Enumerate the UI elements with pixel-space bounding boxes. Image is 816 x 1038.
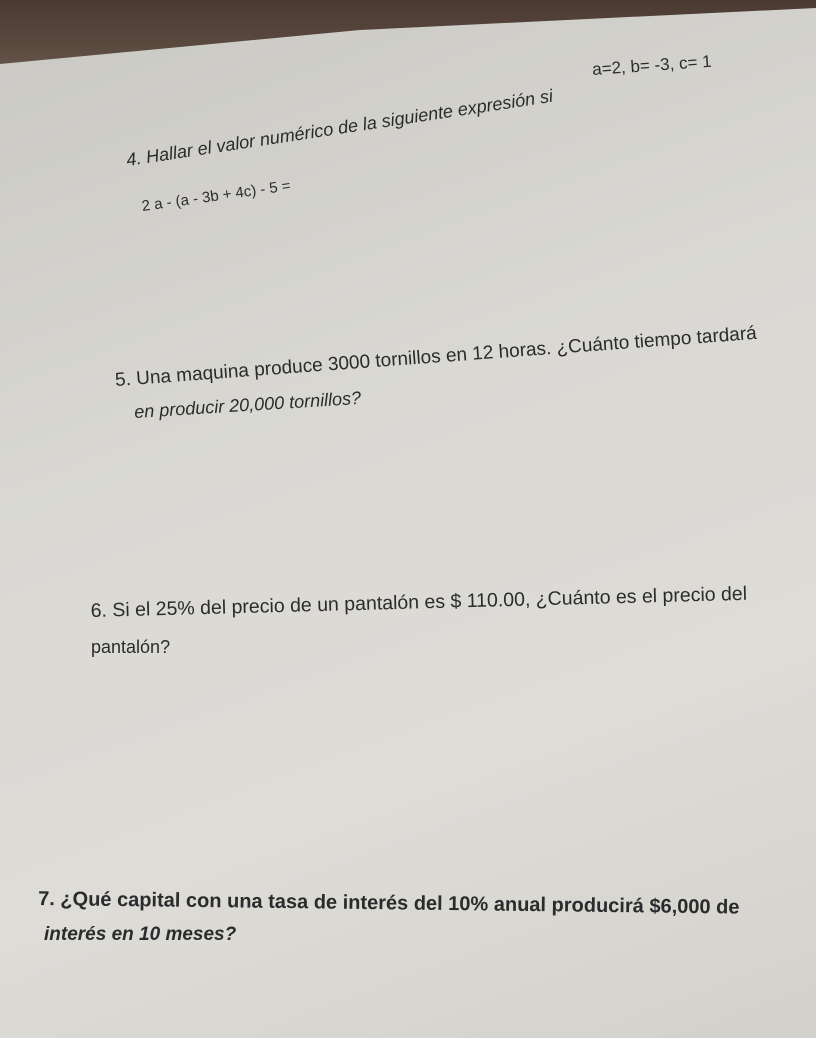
question-4-text: 4. Hallar el valor numérico de la siguiente expresión si xyxy=(124,85,555,171)
question-4-expression: 2 a - (a - 3b + 4c) - 5 = xyxy=(140,177,292,215)
question-6-text-line1: 6. Si el 25% del precio de un pantalón es $ 110.00, ¿Cuánto es el precio del xyxy=(90,582,748,623)
question-4-values: a=2, b= -3, c= 1 xyxy=(591,51,713,80)
question-7-text-line1: 7. ¿Qué capital con una tasa de interés del 10% anual producirá $6,000 de xyxy=(38,888,740,919)
question-7-text-line2: interés en 10 meses? xyxy=(44,924,237,945)
question-6-text-line2: pantalón? xyxy=(91,637,171,657)
question-5-text-line1: 5. Una maquina produce 3000 tornillos en 12 horas. ¿Cuánto tiempo tardará xyxy=(114,322,758,392)
question-5-text-line2: en producir 20,000 tornillos? xyxy=(133,387,362,423)
